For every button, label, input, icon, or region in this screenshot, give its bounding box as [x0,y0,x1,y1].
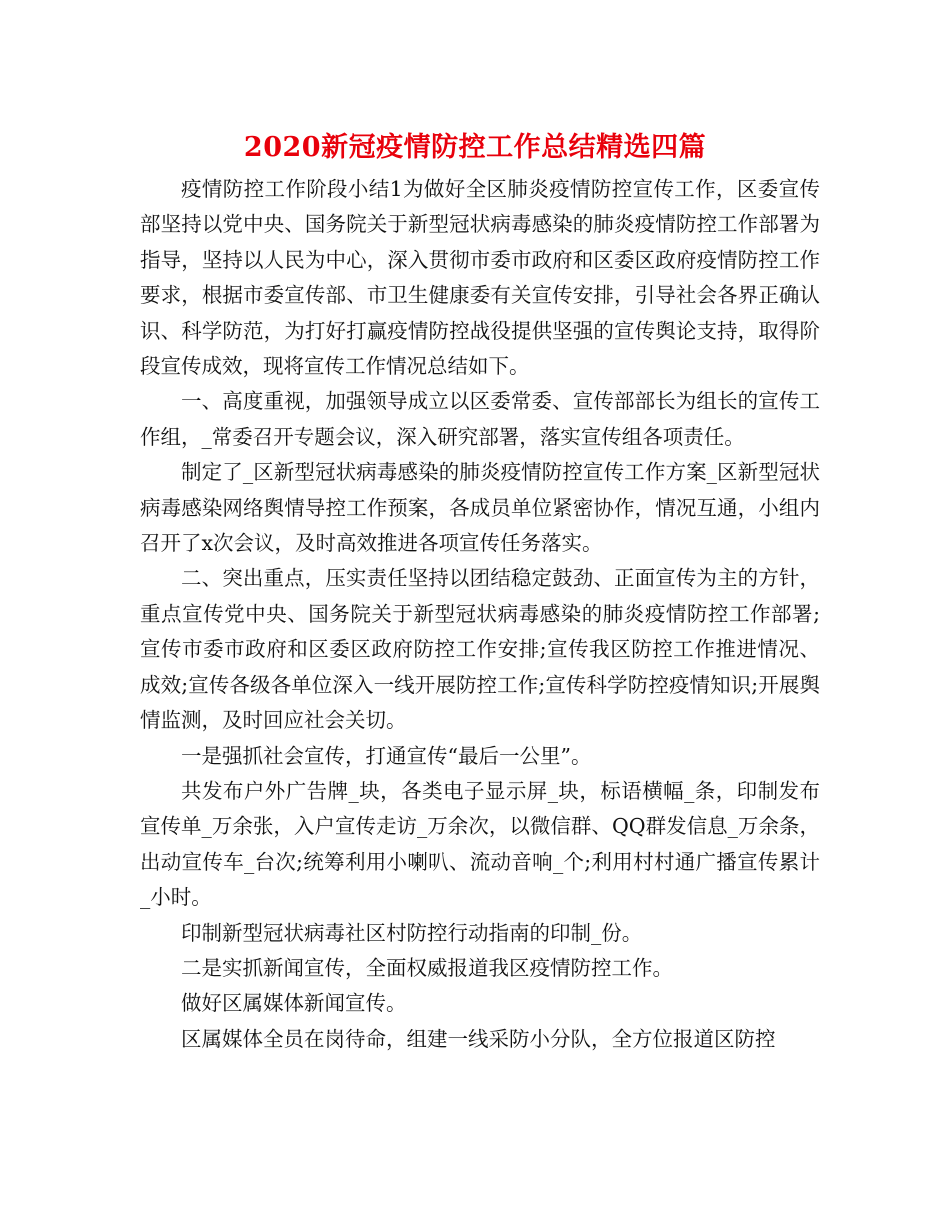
document-title: 2020新冠疫情防控工作总结精选四篇 [243,132,707,163]
paragraph: 二、突出重点，压实责任坚持以团结稳定鼓劲、正面宣传为主的方针，重点宣传党中央、国务院关于新型冠状病毒感染的肺炎疫情防控工作部署;宣传市委市政府和区委区政府防控工作安排;宣传我区防控工作推进情况、成效;宣传各级各单位深入一线开展防控工作;宣传科学防控疫情知识;开展舆情监测，及时回应社会关切。 [140,566,820,733]
paragraph: 印制新型冠状病毒社区村防控行动指南的印制_份。 [181,920,643,945]
paragraph: 一是强抓社会宣传，打通宣传“最后一公里”。 [181,743,592,768]
paragraph: 二是实抓新闻宣传，全面权威报道我区疫情防控工作。 [181,955,673,980]
paragraph: 共发布户外广告牌_块，各类电子显示屏_块，标语横幅_条，印制发布宣传单_万余张，入户宣传走访_万余次，以微信群、QQ群发信息_万余条，出动宣传车_台次;统筹利用小喇叭、流动音响_个;利用村村通广播宣传累计_小时。 [140,778,820,910]
paragraph: 制定了_区新型冠状病毒感染的肺炎疫情防控宣传工作方案_区新型冠状病毒感染网络舆情导控工作预案，各成员单位紧密协作，情况互通，小组内召开了x次会议，及时高效推进各项宣传任务落实。 [140,460,820,556]
paragraph: 区属媒体全员在岗待命，组建一线采防小分队，全方位报道区防控 [181,1026,776,1051]
paragraph: 一、高度重视，加强领导成立以区委常委、宣传部部长为组长的宣传工作组，_常委召开专题会议，深入研究部署，落实宣传组各项责任。 [140,389,820,449]
paragraph: 做好区属媒体新闻宣传。 [181,991,407,1016]
paragraph: 疫情防控工作阶段小结1为做好全区肺炎疫情防控宣传工作，区委宣传部坚持以党中央、国务院关于新型冠状病毒感染的肺炎疫情防控工作部署为指导，坚持以人民为中心，深入贯彻市委市政府和区委区政府疫情防控工作要求，根据市委宣传部、市卫生健康委有关宣传安排，引导社会各界正确认识、科学防范，为打好打赢疫情防控战役提供坚强的宣传舆论支持，取得阶段宣传成效，现将宣传工作情况总结如下。 [140,177,820,379]
document-body [140,172,820,1057]
